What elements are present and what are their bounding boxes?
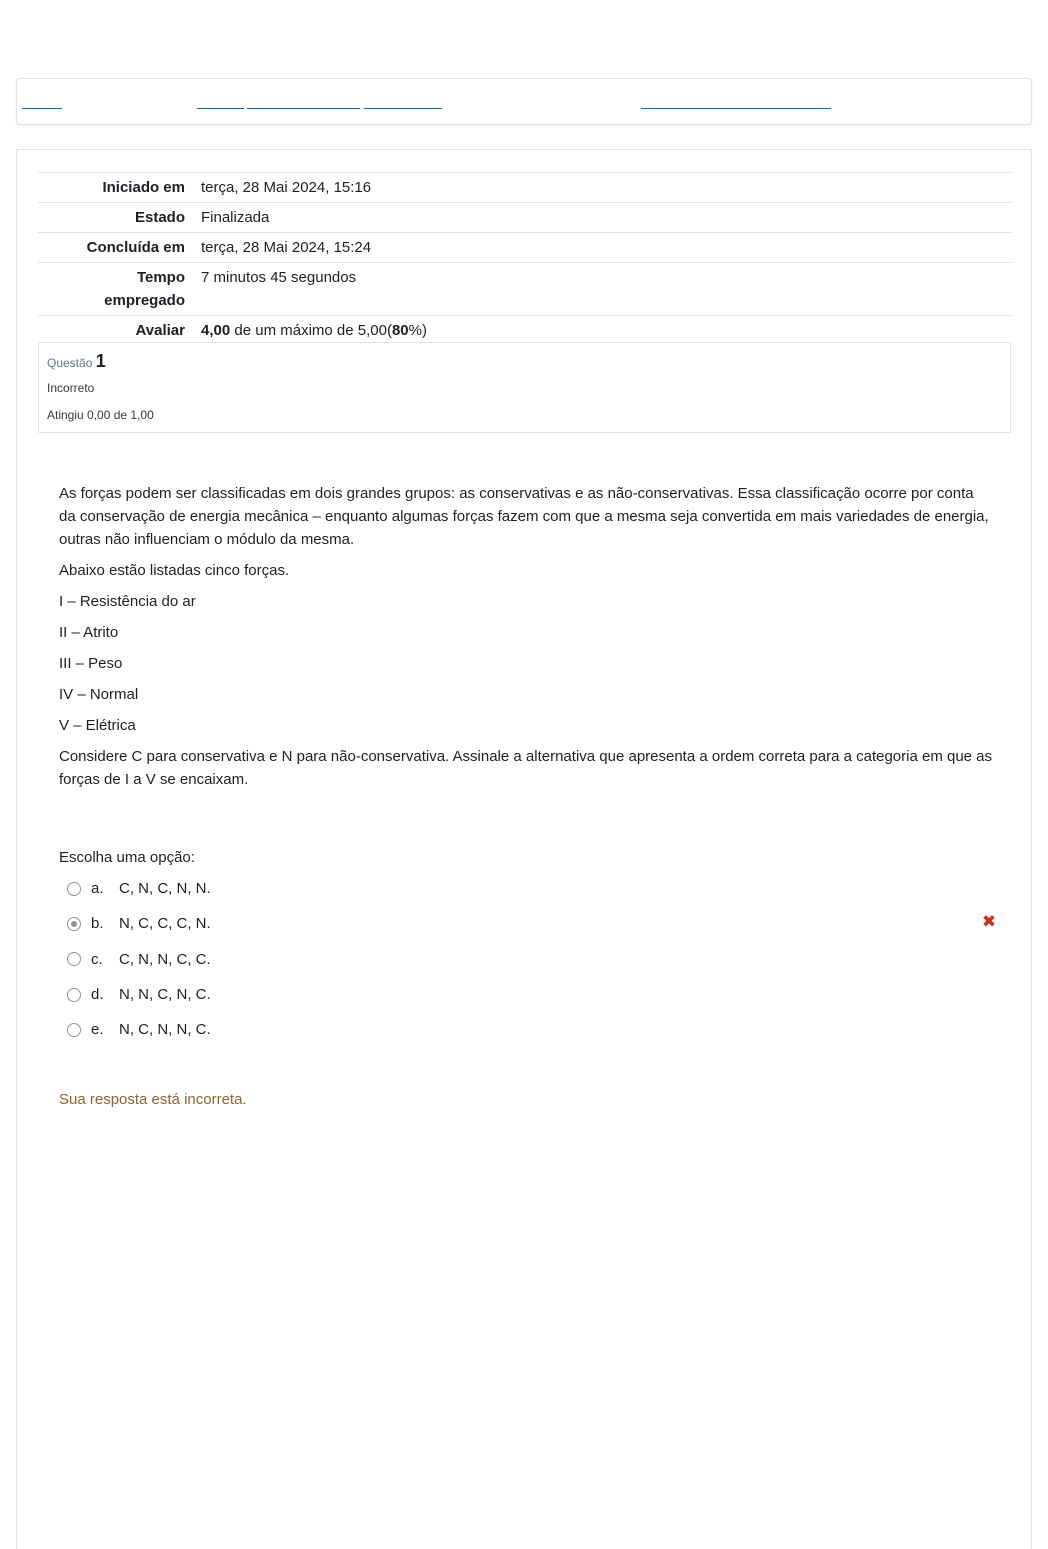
answer-feedback: Sua resposta está incorreta.: [59, 1091, 247, 1108]
breadcrumb-nav: [16, 78, 1032, 125]
question-paragraph: III – Peso: [59, 655, 123, 672]
x-mark-icon: ✖: [981, 912, 997, 932]
option-letter: e.: [91, 1021, 104, 1039]
grade-value: 4,00: [201, 322, 231, 339]
summary-label: Estado: [134, 209, 185, 226]
summary-value: Finalizada: [201, 209, 270, 226]
breadcrumb-link-5[interactable]: [641, 108, 831, 109]
option-text: N, C, C, C, N.: [119, 915, 211, 933]
summary-row-started: [38, 173, 1011, 203]
answer-option-d[interactable]: [67, 977, 997, 1012]
question-mark: Atingiu 0,00 de 1,00: [47, 408, 154, 422]
answer-option-e[interactable]: [67, 1012, 997, 1047]
summary-value: terça, 28 Mai 2024, 15:16: [201, 179, 372, 196]
question-paragraph: Abaixo estão listadas cinco forças.: [59, 562, 290, 579]
option-letter: c.: [91, 950, 103, 968]
option-letter: d.: [91, 986, 104, 1004]
question-text: [59, 482, 994, 799]
answer-prompt: Escolha uma opção:: [59, 849, 195, 866]
question-number: Questão 1: [47, 351, 106, 371]
breadcrumb-link-4[interactable]: [364, 108, 442, 109]
answer-option-c[interactable]: [67, 942, 997, 977]
summary-row-grade: [38, 316, 1011, 346]
question-paragraph: V – Elétrica: [59, 717, 136, 734]
summary-value: 7 minutos 45 segundos: [201, 269, 357, 286]
summary-label: Iniciado em: [102, 179, 185, 196]
summary-row-state: [38, 203, 1011, 233]
radio-button[interactable]: [67, 1023, 81, 1037]
summary-row-time-taken: [38, 263, 1011, 316]
radio-button[interactable]: [67, 882, 81, 896]
summary-value: 4,00 de um máximo de 5,00(80%): [201, 322, 427, 339]
summary-value: terça, 28 Mai 2024, 15:24: [201, 239, 372, 256]
question-status: Incorreto: [47, 381, 95, 395]
question-paragraph: I – Resistência do ar: [59, 593, 196, 610]
grade-percent: 80: [391, 322, 409, 339]
breadcrumb-link-3[interactable]: [247, 108, 360, 109]
attempt-summary-table: [38, 172, 1011, 345]
radio-button[interactable]: [67, 952, 81, 966]
option-text: N, C, N, N, C.: [119, 1021, 211, 1039]
option-text: N, N, C, N, C.: [119, 986, 211, 1004]
answer-option-b[interactable]: [67, 906, 997, 941]
answer-option-a[interactable]: [67, 871, 997, 906]
question-info-box: [38, 342, 1011, 433]
question-paragraph: IV – Normal: [59, 686, 139, 703]
question-paragraph: Considere C para conservativa e N para não-conservativa. Assinale a alternativa que apresenta a ordem correta para a categoria em que as forças de I a V se encaixam.: [59, 748, 993, 788]
summary-label: Avaliar: [135, 322, 185, 339]
quiz-review-card: [16, 149, 1032, 1549]
option-text: C, N, C, N, N.: [119, 880, 211, 898]
breadcrumb-link-1[interactable]: [22, 108, 62, 109]
summary-row-completed: [38, 233, 1011, 263]
question-paragraph: As forças podem ser classificadas em dois grandes grupos: as conservativas e as não-conservativas. Essa classificação ocorre por conta da conservação de energia mecânica – enquanto algumas forças fazem com que a mesma seja convertida em mais variedades de energia, outras não influenciam o módulo da mesma.: [59, 485, 989, 548]
answer-options: [67, 871, 997, 1047]
summary-label: Tempo empregado: [104, 269, 185, 309]
option-letter: a.: [91, 880, 104, 898]
breadcrumb-link-2[interactable]: [197, 108, 244, 109]
option-letter: b.: [91, 915, 104, 933]
radio-button-checked[interactable]: [67, 917, 81, 931]
summary-label: Concluída em: [86, 239, 185, 256]
question-paragraph: II – Atrito: [59, 624, 119, 641]
option-text: C, N, N, C, C.: [119, 950, 211, 968]
radio-button[interactable]: [67, 988, 81, 1002]
